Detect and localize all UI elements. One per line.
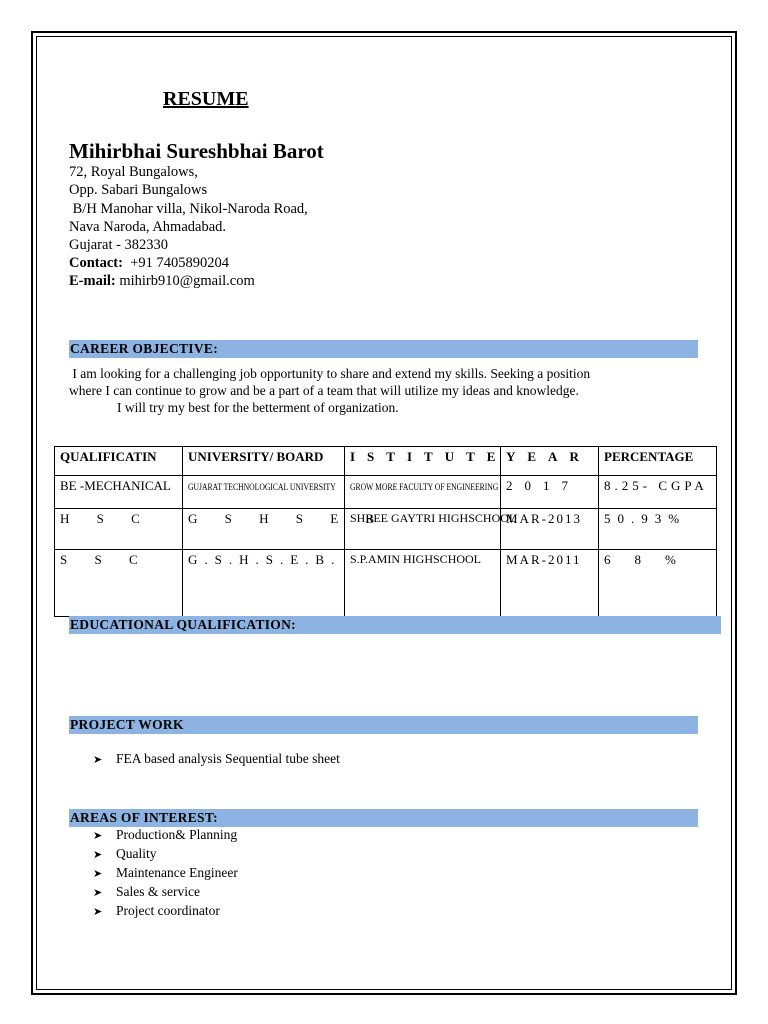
list-item xyxy=(93,863,238,882)
table-cell-text: GROW MORE FACULTY OF ENGINEERING xyxy=(350,482,499,492)
table-row xyxy=(55,476,717,509)
table-cell: 50.93% xyxy=(599,509,717,550)
list-item xyxy=(93,749,340,768)
arrow-bullet-icon: ➤ xyxy=(93,849,103,861)
address-line: 72, Royal Bungalows, xyxy=(69,164,198,180)
table-cell: MAR-2011 xyxy=(501,550,599,617)
table-cell: S S C xyxy=(55,550,183,617)
table-header-cell: YEAR xyxy=(501,447,599,476)
table-header-cell: UNIVERSITY/ BOARD xyxy=(183,447,345,476)
arrow-bullet-icon: ➤ xyxy=(93,830,103,842)
email-label: E-mail: xyxy=(69,273,116,289)
table-cell: H S C xyxy=(55,509,183,550)
table-cell: MAR-2013 xyxy=(501,509,599,550)
contact-line xyxy=(69,254,229,272)
address-line: Gujarat - 382330 xyxy=(69,237,169,253)
table-cell: BE -MECHANICAL xyxy=(55,476,183,509)
arrow-bullet-icon: ➤ xyxy=(93,754,103,766)
career-objective-line: I will try my best for the betterment of organization. xyxy=(117,400,399,415)
contact-value: +91 7405890204 xyxy=(130,255,230,271)
interest-item-text: Production& Planning xyxy=(116,827,238,842)
table-cell: S.P.AMIN HIGHSCHOOL xyxy=(345,550,501,617)
email-line xyxy=(69,272,255,290)
interest-item-text: Maintenance Engineer xyxy=(116,865,238,880)
interest-item-text: Project coordinator xyxy=(116,903,220,918)
list-item xyxy=(93,901,238,920)
contact-label: Contact: xyxy=(69,255,123,271)
list-item xyxy=(93,844,238,863)
arrow-bullet-icon: ➤ xyxy=(93,906,103,918)
table-row xyxy=(55,509,717,550)
project-work-heading: PROJECT WORK xyxy=(69,716,698,734)
address-line: Nava Naroda, Ahmadabad. xyxy=(69,219,227,235)
list-item xyxy=(93,825,238,844)
project-list xyxy=(93,749,340,768)
areas-of-interest-heading: AREAS OF INTEREST: xyxy=(69,809,698,827)
interest-item-text: Quality xyxy=(116,846,157,861)
arrow-bullet-icon: ➤ xyxy=(93,887,103,899)
qualification-table xyxy=(54,446,717,617)
address-line: B/H Manohar villa, Nikol-Naroda Road, xyxy=(69,201,308,217)
table-cell: G S H S E B xyxy=(183,509,345,550)
email-value: mihirb910@gmail.com xyxy=(119,273,255,289)
educational-qualification-heading: EDUCATIONAL QUALIFICATION: xyxy=(69,616,721,634)
list-item xyxy=(93,882,238,901)
table-header-row xyxy=(55,447,717,476)
project-item-text: FEA based analysis Sequential tube sheet xyxy=(116,751,340,766)
table-header-cell: QUALIFICATIN xyxy=(55,447,183,476)
career-objective-line: where I can continue to grow and be a part of a team that will utilize my ideas and knowledge. xyxy=(69,383,579,398)
resume-title: RESUME xyxy=(163,88,249,110)
table-header-cell: ISTITUTE xyxy=(345,447,501,476)
applicant-name: Mihirbhai Sureshbhai Barot xyxy=(69,139,324,163)
table-cell: G.S.H.S.E.B. xyxy=(183,550,345,617)
table-cell: 68% xyxy=(599,550,717,617)
table-cell: 2017 xyxy=(501,476,599,509)
table-row xyxy=(55,550,717,617)
career-objective-heading: CAREER OBJECTIVE: xyxy=(69,340,698,358)
table-cell: 8.25- CGPA xyxy=(599,476,717,509)
table-header-cell: PERCENTAGE xyxy=(599,447,717,476)
table-cell xyxy=(345,476,501,509)
table-cell: SHREE GAYTRI HIGHSCHOOL xyxy=(345,509,501,550)
interests-list xyxy=(93,825,238,920)
address-line: Opp. Sabari Bungalows xyxy=(69,182,208,198)
table-cell xyxy=(183,476,345,509)
arrow-bullet-icon: ➤ xyxy=(93,868,103,880)
table-cell-text: GUJARAT TECHNOLOGICAL UNIVERSITY xyxy=(188,482,336,492)
career-objective-line: I am looking for a challenging job opportunity to share and extend my skills. Seeking a position xyxy=(69,366,591,381)
interest-item-text: Sales & service xyxy=(116,884,200,899)
